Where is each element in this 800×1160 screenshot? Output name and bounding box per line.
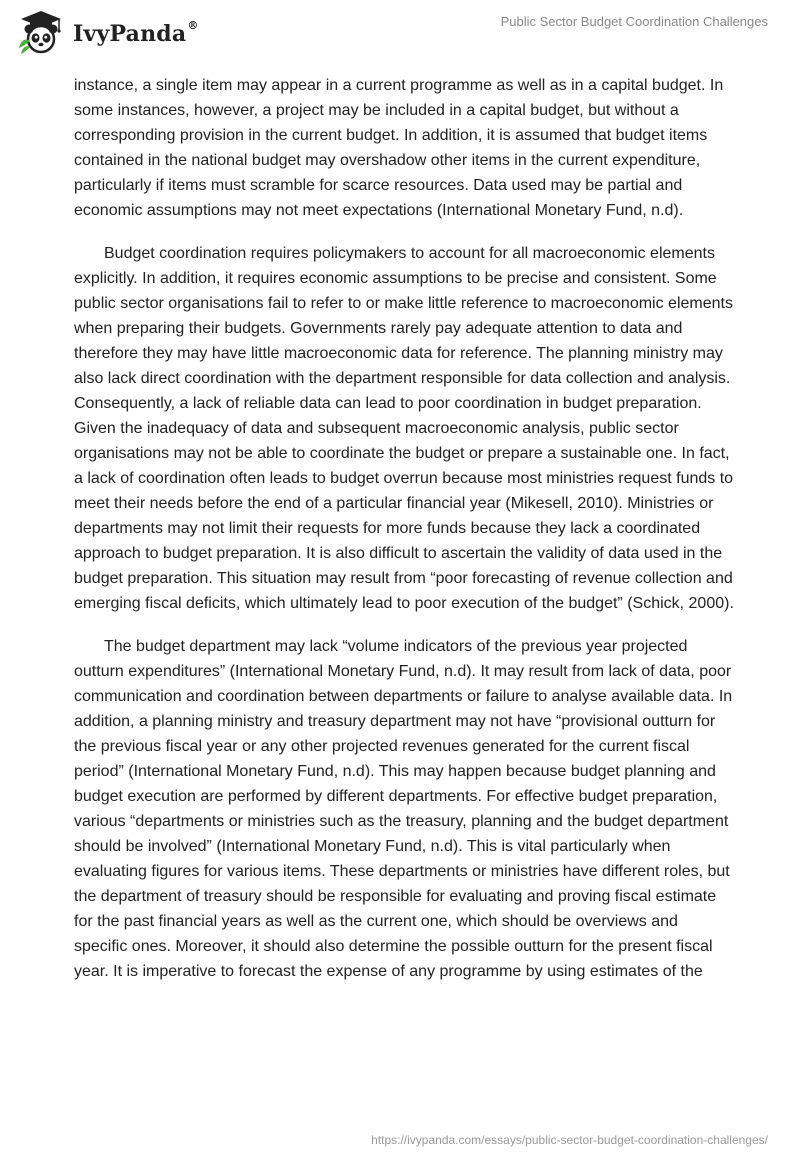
paragraph-3: The budget department may lack “volume indicators of the previous year projected outturn expenditures” (International Monetary Fund, n.d). It may result from lack of data, poor communication and coordination between departments or failure to analyse available data. In addition, a planning ministry and treasury department may not have “provisional outturn for the previous fiscal year or any other projected revenues generated for the current fiscal period” (International Monetary Fund, n.d). This may happen because budget planning and budget execution are performed by different departments. For effective budget preparation, various “departments or ministries such as the treasury, planning and the budget department should be involved” (International Monetary Fund, n.d). This is vital particularly when evaluating figures for various items. These departments or ministries have different roles, but the department of treasury should be responsible for evaluating and proving fiscal estimate for the past financial years as well as the current one, which should be overviews and specific ones. Moreover, it should also determine the possible outturn for the present fiscal year. It is imperative to forecast the expense of any programme by using estimates of the [74, 638, 733, 980]
brand-name [73, 18, 199, 47]
page-header [0, 0, 800, 62]
paragraph-1: instance, a single item may appear in a current programme as well as in a capital budget. In some instances, however, a project may be included in a capital budget, but without a corresponding provision in the current budget. In addition, it is assumed that budget items contained in the national budget may overshadow other items in the current expenditure, particularly if items must scramble for scarce resources. Data used may be partial and economic assumptions may not meet expectations (International Monetary Fund, n.d). [74, 77, 724, 219]
brand-name-text: IvyPanda [73, 21, 187, 47]
essay-body [74, 73, 734, 1002]
paragraph-2: Budget coordination requires policymakers to account for all macroeconomic elements explicitly. In addition, it requires economic assumptions to be precise and consistent. Some public sector organisations fail to refer to or make little reference to macroeconomic elements when preparing their budgets. Governments rarely pay adequate attention to data and therefore they may have little macroeconomic data for reference. The planning ministry may also lack direct coordination with the department responsible for data collection and analysis. Consequently, a lack of reliable data can lead to poor coordination in budget preparation. Given the inadequacy of data and subsequent macroeconomic analysis, public sector organisations may not be able to coordinate the budget or prepare a sustainable one. In fact, a lack of coordination often leads to budget overrun because most ministries request funds to meet their needs before the end of a particular financial year (Mikesell, 2010). Ministries or departments may not limit their requests for more funds because they lack a coordinated approach to budget preparation. It is also difficult to ascertain the validity of data used in the budget preparation. This situation may result from “poor forecasting of revenue collection and emerging fiscal deficits, which ultimately lead to poor execution of the budget” (Schick, 2000). [74, 245, 734, 612]
document-title: Public Sector Budget Coordination Challenges [500, 14, 768, 29]
source-url[interactable]: https://ivypanda.com/essays/public-sector-budget-coordination-challenges/ [371, 1133, 768, 1147]
panda-graduation-cap-icon [15, 8, 67, 56]
registered-mark: ® [187, 18, 199, 32]
ivypanda-logo[interactable] [15, 8, 199, 56]
